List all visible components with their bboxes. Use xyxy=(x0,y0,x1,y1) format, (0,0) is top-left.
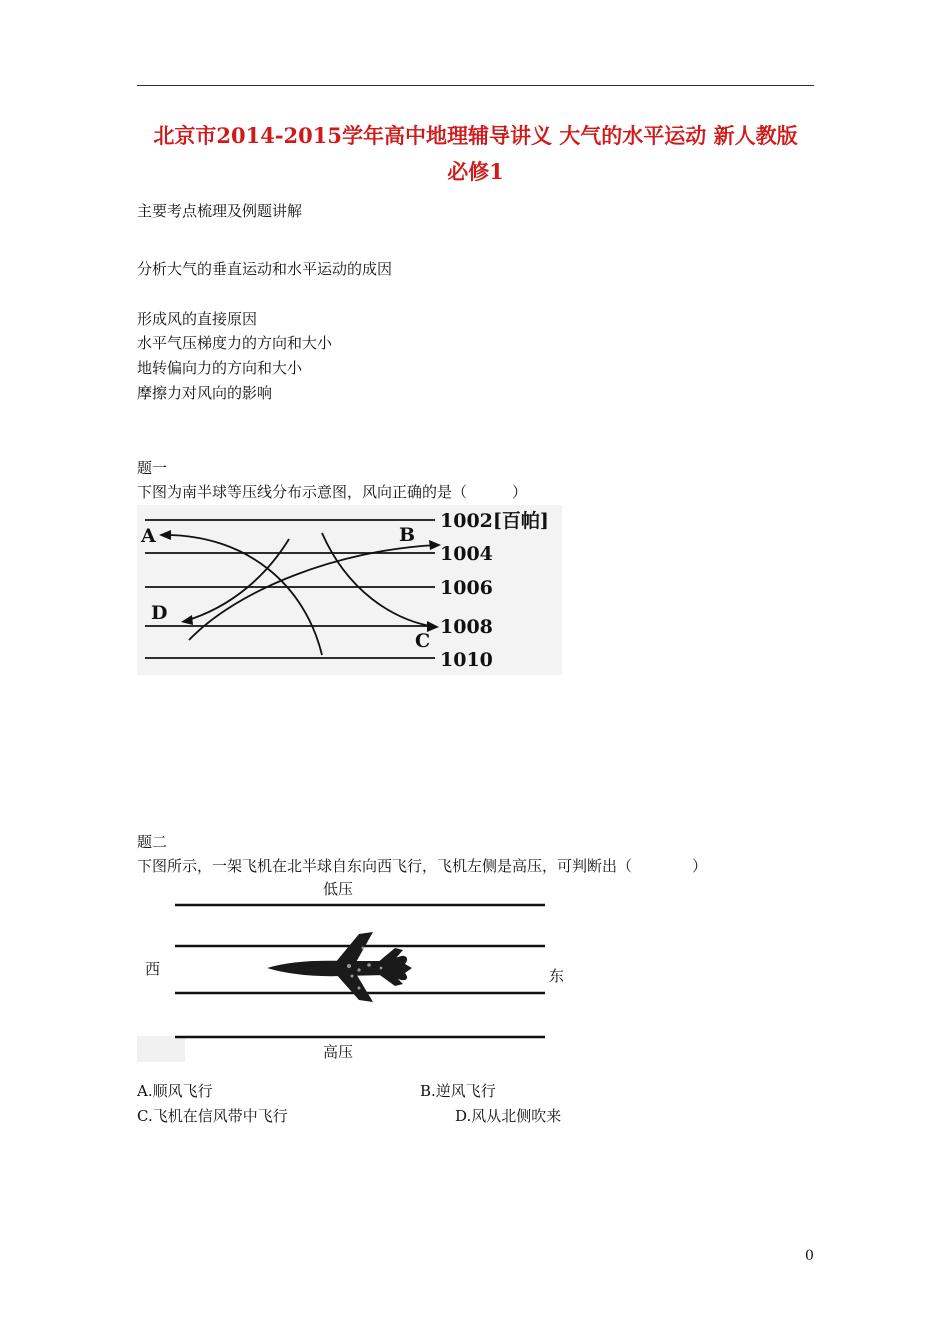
question-1-label: 题一 xyxy=(137,459,168,477)
intro-text: 主要考点梳理及例题讲解 xyxy=(137,202,303,220)
document-title-line1: 北京市2014-2015学年高中地理辅导讲义 大气的水平运动 新人教版 xyxy=(153,123,798,148)
topic-item: 摩擦力对风向的影响 xyxy=(137,384,273,402)
question-1-text: 下图为南半球等压线分布示意图，风向正确的是（ ） xyxy=(137,483,528,501)
point-c-label: C xyxy=(415,630,431,652)
east-label: 东 xyxy=(549,967,565,985)
isobar-label: 1002[百帕] xyxy=(440,510,549,532)
topic-item: 形成风的直接原因 xyxy=(137,310,258,328)
isobar-label: 1006 xyxy=(440,577,493,599)
airplane-figure xyxy=(137,876,577,1062)
point-b-label: B xyxy=(399,524,416,546)
option-b: B.逆风飞行 xyxy=(420,1082,496,1100)
option-d: D.风从北侧吹来 xyxy=(455,1107,562,1125)
high-pressure-label: 高压 xyxy=(323,1043,354,1061)
point-d-label: D xyxy=(151,602,168,624)
topic-item: 分析大气的垂直运动和水平运动的成因 xyxy=(137,260,393,278)
isobar-figure xyxy=(137,505,562,675)
option-a: A.顺风飞行 xyxy=(137,1082,213,1100)
point-a-label: A xyxy=(141,525,156,547)
isobar-label: 1008 xyxy=(440,616,493,638)
page-number: 0 xyxy=(805,1248,814,1264)
topic-item: 水平气压梯度力的方向和大小 xyxy=(137,334,333,352)
question-2-label: 题二 xyxy=(137,833,168,851)
west-label: 西 xyxy=(145,960,161,978)
document-title-line2: 必修1 xyxy=(447,159,504,184)
topic-item: 地转偏向力的方向和大小 xyxy=(137,359,303,377)
header-rule xyxy=(137,85,814,86)
question-2-text: 下图所示，一架飞机在北半球自东向西飞行，飞机左侧是高压，可判断出（ ） xyxy=(137,857,708,875)
low-pressure-label: 低压 xyxy=(323,880,354,898)
isobar-label: 1010 xyxy=(440,649,493,671)
option-c: C.飞机在信风带中飞行 xyxy=(137,1107,288,1125)
isobar-label: 1004 xyxy=(440,543,493,565)
